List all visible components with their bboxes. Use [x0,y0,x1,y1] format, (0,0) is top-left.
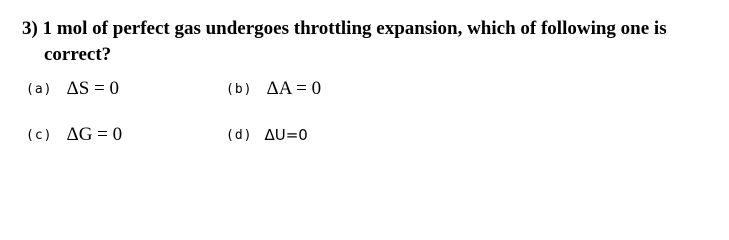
option-a-label: (a) [26,81,53,97]
question-number: 3) [22,18,38,39]
option-d[interactable] [226,126,308,144]
option-c-expression: ΔG = 0 [66,124,123,145]
question-line-1: 1 mol of perfect gas undergoes throttling expansion, which of following one is [42,18,667,39]
question-text [22,16,712,68]
option-d-expression: ΔU=0 [264,126,308,145]
question-line-2: correct? [44,44,112,65]
option-b-label: (b) [226,81,253,97]
option-a[interactable] [26,78,119,100]
option-a-expression: ΔS = 0 [66,78,119,99]
option-c[interactable] [26,124,122,146]
option-b[interactable] [226,78,321,100]
option-c-label: (c) [26,127,53,143]
option-d-label: (d) [226,127,253,143]
option-b-expression: ΔA = 0 [266,78,322,99]
